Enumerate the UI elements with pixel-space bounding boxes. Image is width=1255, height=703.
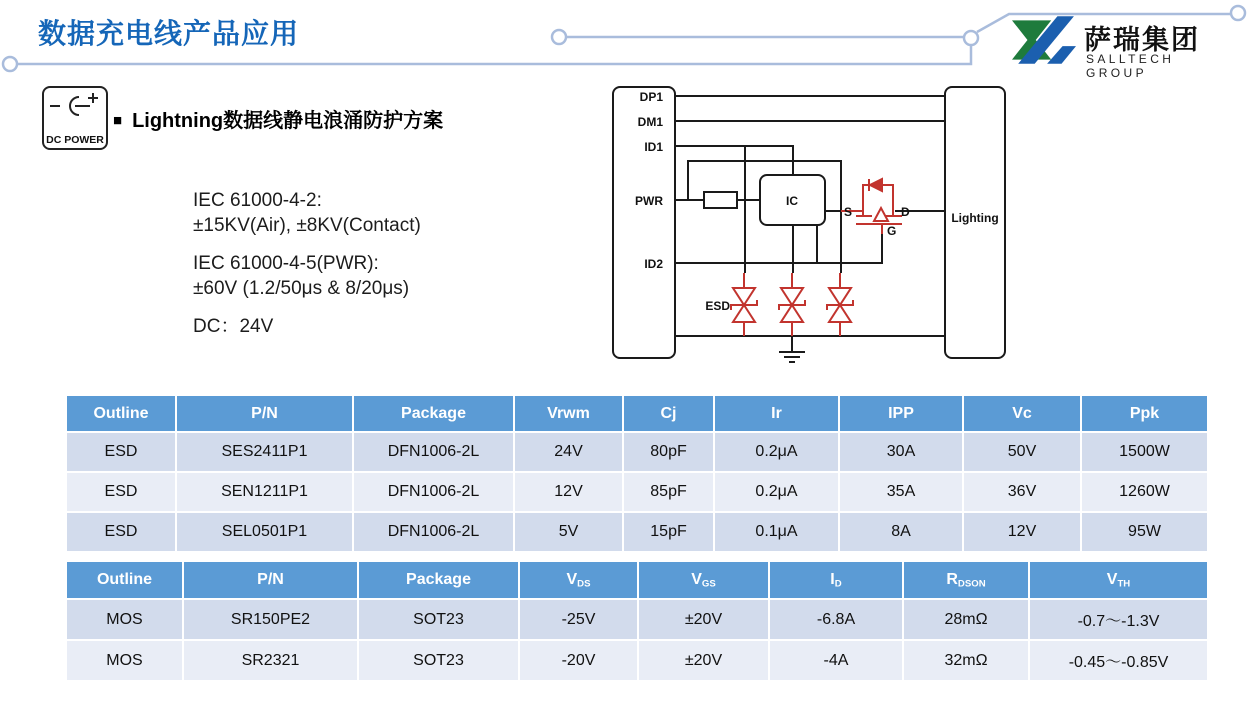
esd-cell: DFN1006-2L [353,472,514,512]
ic-label: IC [786,194,798,208]
iec-esd-value: ±15KV(Air), ±8KV(Contact) [193,215,421,236]
esd-cell: 8A [839,512,963,552]
pin-label-dp1: DP1 [639,90,663,104]
iec-esd-title: IEC 61000-4-2: [193,190,322,211]
page-title: 数据充电线产品应用 [38,18,300,49]
mos-cell: 32mΩ [903,640,1029,681]
mosfet-drain-label: D [901,205,910,219]
esd-cell: 30A [839,432,963,472]
mos-col-header: P/N [183,561,358,599]
mos-cell: -25V [519,599,638,640]
esd-table-row [66,512,1208,552]
company-logo [1012,16,1242,78]
mos-col-header: Package [358,561,519,599]
mos-col-header: Outline [66,561,183,599]
esd-cell: 15pF [623,512,714,552]
mos-cell: -4A [769,640,903,681]
section-heading-text: Lightning数据线静电浪涌防护方案 [132,110,444,132]
mos-cell: -0.7～-1.3V [1029,599,1208,640]
mos-col-header: $V_{DS}$ [519,561,638,599]
mos-cell: ±20V [638,640,769,681]
esd-cell: 95W [1081,512,1208,552]
mos-cell: -0.45～-0.85V [1029,640,1208,681]
esd-cell: 12V [514,472,623,512]
esd-col-header: Ppk [1081,395,1208,432]
esd-cell: 35A [839,472,963,512]
esd-col-header: P/N [176,395,353,432]
mos-table [65,560,1209,682]
esd-cell: DFN1006-2L [353,432,514,472]
esd-cell: 0.2μA [714,472,839,512]
esd-col-header: Vc [963,395,1081,432]
esd-col-header: Outline [66,395,176,432]
circuit-diagram [595,80,1020,380]
mos-table-row [66,640,1208,681]
salltech-logo-icon [1012,16,1076,66]
esd-cell: 5V [514,512,623,552]
mos-cell: -6.8A [769,599,903,640]
mos-col-header: $I_D$ [769,561,903,599]
iec-surge-value: ±60V (1.2/50μs & 8/20μs) [193,278,410,299]
mos-table-header-row [66,561,1208,599]
logo-group-name: SALLTECH GROUP [1086,52,1175,80]
square-bullet-icon: ■ [113,112,123,129]
iec-surge-title: IEC 61000-4-5(PWR): [193,253,379,274]
esd-col-header: Vrwm [514,395,623,432]
esd-cell: 50V [963,432,1081,472]
mos-cell: MOS [66,640,183,681]
dc-voltage-spec: DC：24V [193,316,274,337]
lightning-connector-label: Lighting [951,211,999,225]
mos-col-header: $V_{TH}$ [1029,561,1208,599]
esd-cell: 24V [514,432,623,472]
mos-cell: SOT23 [358,640,519,681]
esd-cell: 1260W [1081,472,1208,512]
mosfet-source-label: S [843,205,852,219]
pin-label-pwr: PWR [635,194,663,208]
esd-cell: ESD [66,432,176,472]
pin-label-dm1: DM1 [637,115,663,129]
dc-jack-symbol-icon [44,88,102,124]
pin-label-id2: ID2 [644,257,663,271]
esd-col-header: IPP [839,395,963,432]
esd-cell: 80pF [623,432,714,472]
esd-cell: 12V [963,512,1081,552]
pin-label-id1: ID1 [644,140,663,154]
esd-cell: ESD [66,512,176,552]
mos-col-header: $V_{GS}$ [638,561,769,599]
mos-col-header: $R_{DSON}$ [903,561,1029,599]
mos-cell: SR2321 [183,640,358,681]
esd-cell: 0.1μA [714,512,839,552]
esd-cell: SES2411P1 [176,432,353,472]
mos-cell: MOS [66,599,183,640]
esd-table [65,394,1209,553]
logo-company-name: 萨瑞集团 [1084,25,1200,55]
esd-table-row [66,432,1208,472]
mos-table-row [66,599,1208,640]
section-heading [113,104,443,133]
mosfet-gate-label: G [887,224,897,238]
esd-table-header-row [66,395,1208,432]
esd-cell: 85pF [623,472,714,512]
esd-cell: SEL0501P1 [176,512,353,552]
esd-cell: 1500W [1081,432,1208,472]
mos-cell: SR150PE2 [183,599,358,640]
dc-power-icon [42,86,108,150]
mos-cell: SOT23 [358,599,519,640]
iec-surge-spec [193,251,421,301]
esd-col-header: Ir [714,395,839,432]
esd-col-header: Package [353,395,514,432]
esd-cell: ESD [66,472,176,512]
iec-esd-spec [193,188,421,238]
mos-cell: ±20V [638,599,769,640]
esd-col-header: Cj [623,395,714,432]
esd-label: ESD [705,299,730,313]
esd-cell: 36V [963,472,1081,512]
esd-table-row [66,472,1208,512]
esd-tvs-diodes [731,273,853,336]
dc-power-label: DC POWER [46,134,104,146]
spec-text-block [193,188,421,339]
esd-cell: SEN1211P1 [176,472,353,512]
esd-cell: 0.2μA [714,432,839,472]
mos-cell: -20V [519,640,638,681]
mos-cell: 28mΩ [903,599,1029,640]
esd-cell: DFN1006-2L [353,512,514,552]
